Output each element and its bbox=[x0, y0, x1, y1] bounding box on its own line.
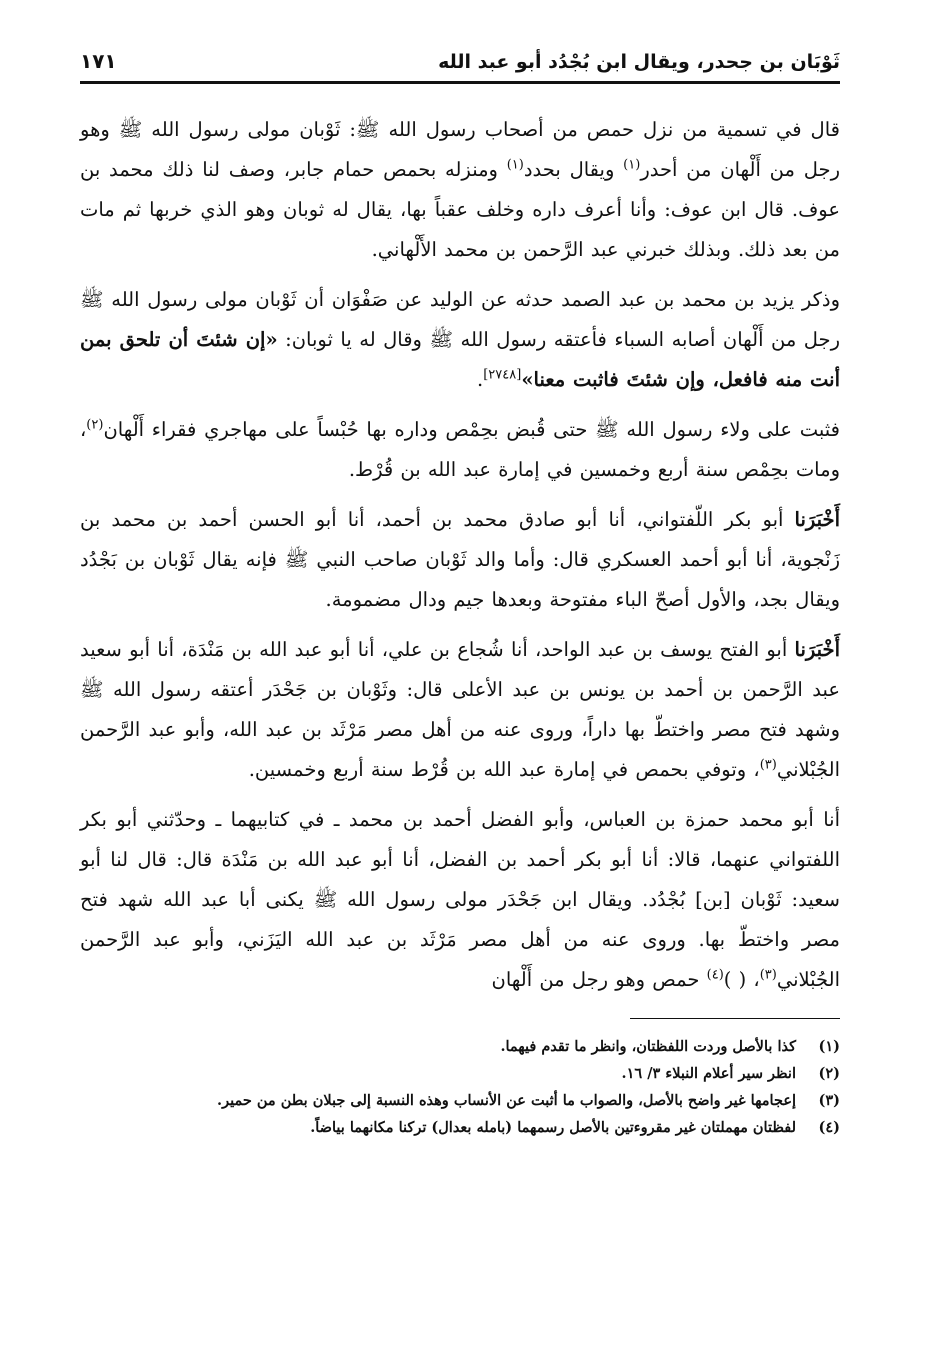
paragraph-text: أبو بكر اللّفتواني، أنا أبو صادق محمد بن أحمد، أنا أبو الحسن أحمد بن محمد بن زَنْجوية، أنا أبو أحمد العسكري قال: وأما والد ثَوْبان صاحب النبي ﷺ فإنه يقال ثَوْبان بن بَجْدُد ويقال بجد، والأول أصحّ الباء مفتوحة وبعدها جيم ودال مضمومة. bbox=[80, 508, 840, 611]
footnote-text: كذا بالأصل وردت اللفظتان، وانظر ما تقدم فيهما. bbox=[500, 1038, 796, 1055]
isnad-lead: أَخْبَرَنا bbox=[794, 638, 840, 661]
footnote-text: لفظتان مهملتان غير مقروءتين بالأصل رسمهما (بامله بعدال) تركنا مكانهما بياضاً. bbox=[310, 1119, 796, 1136]
paragraph-3 bbox=[80, 410, 840, 490]
paragraph-text: . bbox=[477, 368, 484, 391]
paragraph-2 bbox=[80, 280, 840, 400]
footnote-item bbox=[80, 1033, 840, 1060]
footnote-ref: (١) bbox=[623, 157, 641, 173]
paragraph-text: حمص وهو رجل من أَلْهان bbox=[491, 968, 707, 991]
paragraph-text: فثبت على ولاء رسول الله ﷺ حتى قُبض بحِمْص وداره بها حُبْساً على مهاجري فقراء أَلْهان bbox=[103, 418, 840, 441]
paragraph-text: ، وتوفي بحمص في إمارة عبد الله بن قُرْط سنة أربع وخمسين. bbox=[248, 758, 760, 781]
footnote-item bbox=[80, 1087, 840, 1114]
footnote-number: (١) bbox=[818, 1038, 840, 1055]
book-page bbox=[80, 40, 840, 1141]
running-title: ثَوْبَان بن جحدر، ويقال ابن بُجْدُد أبو عبد الله bbox=[438, 51, 840, 73]
footnote-ref: (٢) bbox=[86, 417, 104, 433]
page-header bbox=[80, 40, 840, 84]
footnote-item bbox=[80, 1060, 840, 1087]
footnote-ref: (٣) bbox=[759, 757, 777, 773]
footnote-number: (٣) bbox=[818, 1092, 840, 1109]
hadith-ref: [٢٧٤٨] bbox=[483, 367, 522, 383]
footnotes-section bbox=[80, 1018, 840, 1141]
page-number: ١٧١ bbox=[80, 49, 117, 73]
paragraph-text: ، ( ) bbox=[723, 968, 760, 991]
hadith-quote: «إن شئتَ أن تلحق بمن أنت منه فافعل، وإن شئتَ فاثبت معنا» bbox=[80, 328, 840, 391]
footnote-ref: (٤) bbox=[706, 967, 724, 983]
paragraph-text: ، ومات بحِمْص سنة أربع وخمسين في إمارة عبد الله بن قُرْط. bbox=[80, 418, 840, 481]
isnad-lead: أَخْبَرَنا bbox=[794, 508, 840, 531]
paragraph-text: وذكر يزيد بن محمد بن عبد الصمد حدثه عن الوليد عن صَفْوَان أن ثَوْبان مولى رسول الله ﷺ رجل من أَلْهان أصابه السباء فأعتقه رسول الله ﷺ وقال له يا ثوبان: bbox=[80, 288, 841, 351]
footnote-divider bbox=[630, 1018, 840, 1019]
footnote-number: (٢) bbox=[818, 1065, 840, 1082]
paragraph-5 bbox=[80, 630, 840, 790]
footnote-ref: (١) bbox=[506, 157, 524, 173]
footnote-number: (٤) bbox=[818, 1119, 840, 1136]
paragraph-text: ويقال بحدد bbox=[523, 158, 624, 181]
footnote-ref: (٣) bbox=[759, 967, 777, 983]
paragraph-text: قال في تسمية من نزل حمص من أصحاب رسول الله ﷺ: ثَوْبان مولى رسول الله ﷺ وهو رجل من أَلْهان من أحدر bbox=[80, 118, 840, 181]
paragraph-text: أبو الفتح يوسف بن عبد الواحد، أنا شُجاع بن علي، أنا أبو عبد الله بن مَنْدَة، أنا أبو سعيد عبد الرَّحمن بن أحمد بن يونس بن عبد الأعلى قال: وثَوْبان بن جَحْدَر أعتقه رسول الله ﷺ وشهد فتح مصر واختطّ بها داراً، وروى عنه من أهل مصر مَرْثَد بن عبد الله، وأبو عبد الرَّحمن الجُبْلاني bbox=[80, 638, 840, 781]
paragraph-text: ومنزله بحمص حمام جابر، وصف لنا ذلك محمد بن عوف. قال ابن عوف: وأنا أعرف داره وخلف عقباً بها، يقال له ثوبان وهو الذي خربها ثم مات من بعد ذلك. وبذلك خبرني عبد الرَّحمن بن محمد الأَلْهاني. bbox=[80, 158, 840, 261]
paragraph-6 bbox=[80, 800, 840, 1000]
paragraph-1 bbox=[80, 110, 840, 270]
paragraph-4 bbox=[80, 500, 840, 620]
footnote-item bbox=[80, 1114, 840, 1141]
footnote-text: إعجامها غير واضح بالأصل، والصواب ما أثبت عن الأنساب وهذه النسبة إلى جبلان بطن من حمير. bbox=[217, 1092, 796, 1109]
main-text bbox=[80, 110, 840, 1000]
paragraph-text: أنا أبو محمد حمزة بن العباس، وأبو الفضل أحمد بن محمد ـ في كتابيهما ـ وحدّثني أبو بكر اللفتواني عنهما، قالا: أنا أبو بكر أحمد بن الفضل، أنا أبو عبد الله بن مَنْدَة قال: قال لنا أبو سعيد: ثَوْبان [بن] بُجْدُد. ويقال ابن جَحْدَر مولى رسول الله ﷺ يكنى أبا عبد الله شهد فتح مصر واختطّ بها. وروى عنه من أهل مصر مَرْثَد بن عبد الله اليَزَني، وأبو عبد الرَّحمن الجُبْلاني bbox=[80, 808, 840, 991]
footnote-text: انظر سير أعلام النبلاء ٣/ ١٦. bbox=[621, 1065, 796, 1082]
